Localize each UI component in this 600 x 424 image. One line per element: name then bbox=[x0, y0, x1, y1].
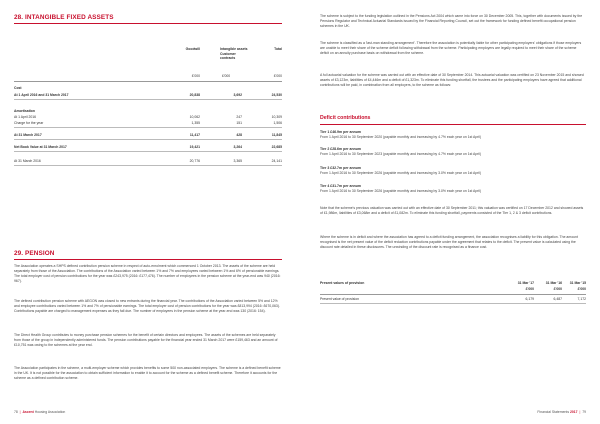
fixed-assets-title: 28. INTANGIBLE FIXED ASSETS bbox=[14, 14, 114, 21]
pension-title: 29. PENSION bbox=[14, 250, 55, 257]
table-header-rule bbox=[14, 81, 282, 82]
cell-intangible: 247 bbox=[236, 115, 242, 119]
left-footer: 78 | Ascent Housing Association bbox=[14, 410, 66, 414]
cell-goodwill: 20,838 bbox=[189, 93, 200, 97]
pension-paragraph: The Association participates in the scheme, a multi-employer scheme which provides benefits to some 500 non-associated employers. The scheme is a defined benefit scheme in the UK. It is not possible for the association to obtain sufficient information to enable it to account for the scheme as a defined benefit scheme. Therefore it accounts for the scheme as a defined contribution scheme. bbox=[14, 366, 281, 381]
deficit-note: Note that the scheme's previous valuation was carried out with an effective date of 30 September 2011; this valuation was certified on 17 December 2012 and showed assets of £1,986m, liabilities of £3,068m and a deficit of £1,082m. To eliminate this funding shortfall, payments consisted of the Tier 1, 2 & 3 deficit contributions. bbox=[320, 206, 584, 216]
scheme-paragraph: The scheme is classified as a 'last-man standing arrangement'. Therefore the association is potentially liable for other participating employers' obligations if those employers are unable to meet their share of the scheme deficit following withdrawal from the scheme. Participating employers are legally required to meet their share of the scheme deficit on an annuity purchase basis on withdrawal from the scheme. bbox=[320, 41, 582, 56]
tier-text: From 1 April 2016 to 30 September 2020 (payable monthly and increasing by 4.7% each year on 1st April) bbox=[320, 135, 482, 139]
brand-name: Ascent bbox=[22, 410, 34, 414]
cell-total: 22,685 bbox=[271, 145, 282, 149]
row-label: Amortisation bbox=[14, 109, 35, 113]
cell-goodwill: 10,062 bbox=[189, 115, 200, 119]
provision-cell: 7,172 bbox=[577, 297, 586, 301]
cell-goodwill: 11,417 bbox=[189, 133, 200, 137]
tier-text: From 1 April 2016 to 30 September 2026 (payable monthly and increasing by 3.0% each year on 1st April) bbox=[320, 189, 482, 193]
row-label: At 31 March 2017 bbox=[14, 133, 42, 137]
cell-intangible: 3,692 bbox=[233, 93, 242, 97]
cell-intangible: 151 bbox=[236, 121, 242, 125]
cell-intangible: 3,365 bbox=[233, 159, 242, 163]
provision-col-header: 31 Mar '16 bbox=[545, 281, 562, 285]
col-header-intangible: Intangible assets Customer contracts bbox=[220, 47, 248, 61]
col-header-total: Total bbox=[274, 47, 282, 51]
fixed-assets-title-rule bbox=[14, 23, 282, 24]
cell-total: 1,506 bbox=[273, 121, 282, 125]
cell-goodwill: 20,776 bbox=[189, 159, 200, 163]
provision-cell: 6,487 bbox=[553, 297, 562, 301]
row-label: At 1 April 2016 and 31 March 2017 bbox=[14, 93, 69, 97]
provision-unit: £'000 bbox=[553, 287, 562, 291]
scheme-paragraph: A full actuarial valuation for the scheme was carried out with an effective date of 30 September 2014. This actuarial valuation was certified on 23 November 2015 and showed assets of £3,123m, liabilities of £4,446m and a deficit of £1,323m. To eliminate this funding shortfall, the trustees and the participating employers have agreed that additional contributions will be paid, in combination from all employers, to the scheme as follows: bbox=[320, 73, 584, 88]
unit-total: £'000 bbox=[273, 74, 282, 78]
cell-goodwill: 1,355 bbox=[191, 121, 200, 125]
provision-title: Present values of provision bbox=[320, 281, 365, 285]
provision-header-rule bbox=[320, 294, 586, 295]
provision-unit: £'000 bbox=[577, 287, 586, 291]
page-number: 79 bbox=[582, 410, 586, 414]
provision-col-header: 31 Mar '15 bbox=[569, 281, 586, 285]
unit-goodwill: £'000 bbox=[191, 74, 200, 78]
cell-total: 11,845 bbox=[271, 133, 282, 137]
pension-paragraph: The Direct Health Group contributes to money purchase pension schemes for the benefit of certain directors and employees. The assets of the schemes are held separately from those of the group in independently administered funds. The pension contributions payable for the financial year ended 31 March 2017 were £159,463 and an amount of £10,751 was owing to the schemes at the year end. bbox=[14, 333, 278, 348]
provision-cell: 6,179 bbox=[525, 297, 534, 301]
tier-heading: Tier 4 £31.7m per annum bbox=[320, 184, 361, 188]
col-header-goodwill: Goodwill bbox=[185, 47, 200, 51]
cell-total: 10,309 bbox=[271, 115, 282, 119]
right-footer: Financial Statements 2017 | 79 bbox=[537, 410, 586, 414]
pension-title-rule bbox=[14, 259, 282, 260]
unit-intangible: £'000 bbox=[222, 74, 231, 78]
tier-heading: Tier 3 £32.7m per annum bbox=[320, 166, 361, 170]
cell-total: 24,141 bbox=[271, 159, 282, 163]
cell-intangible: 428 bbox=[236, 133, 242, 137]
provision-unit: £'000 bbox=[525, 287, 534, 291]
pension-paragraph: The Association operates a SHPS defined contribution pension scheme in respect of auto-enrolment which commenced 1 October 2013. The assets of the scheme are held separately from those of the Association. The contributions of the Association varied between 1% and 7% and employees varied between 1% and 6% of pensionable earnings. The total employer cost of pension contributions for the year was £243,975 (2016: £177,476). The number of employees in the pension scheme at the year-end was 940 (2016: 967). bbox=[14, 264, 281, 284]
page-number: 78 bbox=[14, 410, 18, 414]
footer-org: Financial Statements bbox=[537, 410, 570, 414]
cell-goodwill: 19,421 bbox=[189, 145, 200, 149]
row-label: At 1 April 2016 bbox=[14, 115, 37, 119]
deficit-title-rule bbox=[320, 124, 586, 125]
cell-intangible: 3,264 bbox=[233, 145, 242, 149]
row-label: Charge for the year bbox=[14, 121, 44, 125]
tier-heading: Tier 2 £28.6m per annum bbox=[320, 147, 361, 151]
right-page bbox=[300, 0, 600, 424]
footer-year: 2017 bbox=[570, 410, 578, 414]
tier-text: From 1 April 2016 to 30 September 2023 (payable monthly and increasing by 4.7% each year on 1st April) bbox=[320, 152, 482, 156]
row-label: At 31 March 2016 bbox=[14, 159, 41, 163]
provision-col-header: 31 Mar '17 bbox=[517, 281, 534, 285]
tier-text: From 1 April 2016 to 30 September 2026 (payable monthly and increasing by 3.0% each year on 1st April) bbox=[320, 171, 482, 175]
row-label: Cost bbox=[14, 86, 22, 90]
scheme-paragraph: The scheme is subject to the funding legislation outlined in the Pensions Act 2004 which came into force on 30 December 2005. This, together with documents issued by the Pensions Regulator and Technical Actuarial Standards issued by the Financial Reporting Council, set out the framework for funding defined benefit occupational pension schemes in the UK. bbox=[320, 14, 583, 29]
deficit-note: Where the scheme is in deficit and where the association has agreed to a deficit funding arrangement, the association recognises a liability for this obligation. The amount recognised is the net present value of the deficit reduction contributions payable under the agreement that relates to the deficit. The present value is calculated using the discount rate detailed in these disclosures. The unwinding of the discount rate is recognised as a finance cost. bbox=[320, 235, 578, 250]
pension-paragraph: The defined contribution pension scheme with AEGON was closed to new entrants during the financial year. The contributions of the Association varied between 5% and 12% and employee contributions varied between 1% and 7% of pensionable earnings. The total employer cost of pension contributions for the year was £813,994 (2016: £670,063). Contributions payable are charged to management expenses as they fall due. The number of employees in the pension scheme at the year-end was 130 (2016: 154). bbox=[14, 299, 280, 314]
row-label: Net Book Value at 31 March 2017 bbox=[14, 145, 67, 149]
cell-total: 24,530 bbox=[271, 93, 282, 97]
provision-row-label: Present value of provision bbox=[320, 297, 360, 301]
tier-heading: Tier 1 £46.9m per annum bbox=[320, 130, 361, 134]
deficit-title: Deficit contributions bbox=[320, 115, 371, 121]
org-name: Housing Association bbox=[34, 410, 66, 414]
